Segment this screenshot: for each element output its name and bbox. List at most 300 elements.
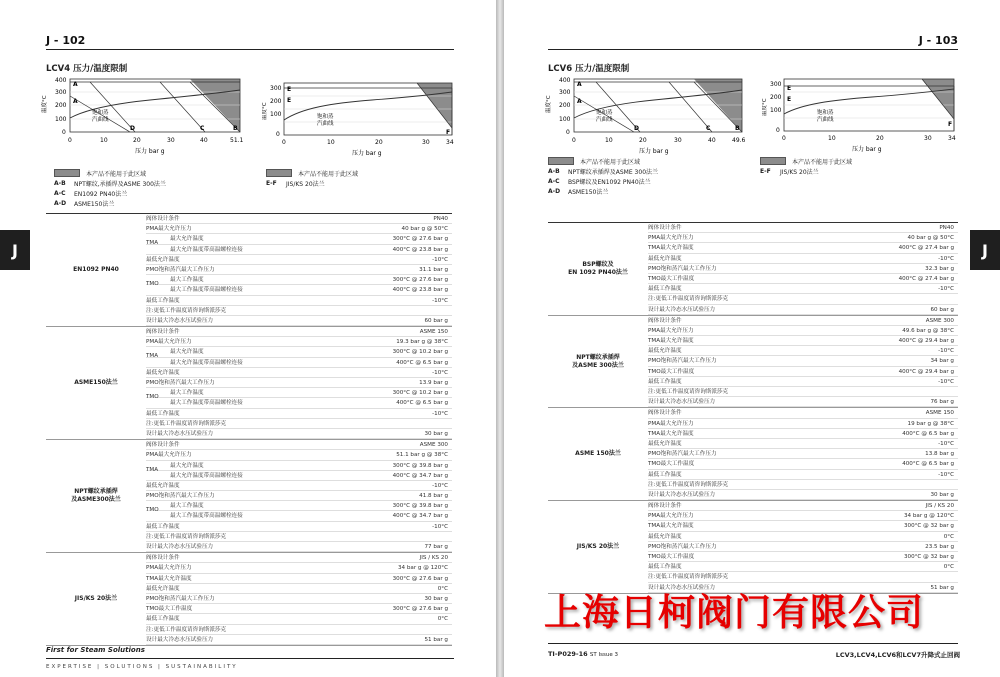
spec-value: 0°C: [943, 533, 954, 540]
spec-label: 阀体设计条件: [146, 216, 180, 222]
spec-row: [146, 316, 452, 326]
spec-label: TMO最大工作温度: [146, 606, 193, 613]
spec-value: 40 bar g @ 50°C: [907, 235, 954, 242]
spec-value: 76 bar g: [930, 399, 954, 406]
spec-row: [146, 635, 452, 645]
legend-text: NPT螺纹,承插焊及ASME 300法兰: [74, 180, 166, 188]
spec-value: -10°C: [938, 348, 954, 355]
spine: [496, 0, 504, 677]
spec-label: 阀体设计条件: [146, 442, 180, 449]
spec-label: 最大工作温度带高温螺栓连接: [170, 513, 243, 520]
spec-value: 51 bar g: [930, 584, 954, 591]
spec-label: 注:更低工作温度请咨询斯派莎克: [146, 533, 227, 540]
spec-group: [46, 327, 452, 440]
marker: C: [706, 125, 711, 132]
x-tick: 10: [327, 139, 335, 146]
spec-row: [146, 409, 452, 419]
spec-row: [146, 275, 452, 288]
header-rule: [46, 49, 454, 50]
spec-label: 最低允许温度: [648, 255, 682, 262]
spec-value: ASME 150: [925, 410, 954, 417]
spec-label: PMO饱和蒸汽最大工作压力: [146, 380, 215, 386]
spec-group-name: ASME150法兰: [74, 379, 118, 387]
marker: A: [73, 98, 78, 105]
spec-value: 400°C @ 23.8 bar g: [392, 287, 448, 294]
spec-row: [146, 584, 452, 594]
spec-row: [146, 419, 452, 429]
spec-value: 13.8 bar g: [925, 451, 954, 458]
spec-group: [548, 223, 958, 316]
section-title: LCV4 压力/温度限制: [46, 64, 128, 74]
marker: A: [73, 81, 78, 88]
spec-value: 30 bar g: [930, 491, 954, 498]
spec-category: TMO: [146, 281, 159, 288]
spec-label: 最低允许温度: [648, 440, 682, 447]
spec-row: [146, 450, 452, 460]
spec-value: 0°C: [943, 564, 954, 571]
spec-label: 阀体设计条件: [648, 317, 682, 324]
curve-label: 汽曲线: [596, 117, 613, 123]
spec-label: 最低允许温度: [146, 369, 180, 376]
spec-row: [146, 471, 452, 481]
spec-label: 阀体设计条件: [648, 225, 682, 231]
spec-value: 400°C @ 23.8 bar g: [392, 246, 448, 253]
x-tick: 20: [375, 139, 383, 146]
spec-label: 最低允许温度: [146, 482, 180, 489]
chart-lcv4-a: [40, 74, 250, 160]
spec-row: [648, 356, 958, 366]
y-tick: 200: [55, 102, 67, 109]
spec-label: 注:更低工作温度请咨询斯派莎克: [146, 420, 227, 427]
legend-key: E-F: [266, 179, 277, 187]
spec-label: 设计最大冷态水压试验压力: [146, 544, 214, 550]
x-tick: 10: [605, 137, 613, 144]
spec-label: 最大允许温度带高温螺栓连接: [170, 359, 243, 366]
spec-label: 最低工作温度: [648, 378, 682, 385]
spec-value: -10°C: [938, 378, 954, 385]
spec-value: 13.9 bar g: [419, 380, 448, 386]
spec-value: 300°C @ 27.6 bar g: [392, 236, 448, 243]
spec-label: 阀体设计条件: [146, 329, 180, 336]
spec-value: 300°C @ 39.8 bar g: [392, 462, 448, 469]
spec-group: [548, 316, 958, 409]
spec-label: 注:更低工作温度请咨询斯派莎克: [146, 307, 227, 314]
y-tick: 0: [276, 131, 280, 138]
spec-value: 30 bar g: [424, 430, 448, 437]
spec-value: 400°C @ 6.5 bar g: [396, 359, 448, 366]
spec-value: PN40: [939, 225, 954, 231]
y-tick: 200: [270, 98, 282, 105]
spec-value: 400°C @ 27.4 bar g: [898, 245, 954, 252]
spec-row: [648, 562, 958, 572]
spec-label: 最大允许温度: [170, 462, 204, 469]
marker: E: [287, 97, 292, 104]
spec-label: TMA最大允许温度: [648, 338, 694, 345]
spec-row: [146, 265, 452, 275]
spec-row: [648, 408, 958, 418]
spec-row: [146, 358, 452, 368]
side-tab: J: [0, 230, 30, 270]
spec-label: PMA最大允许压力: [648, 327, 694, 334]
spec-category: TMA: [146, 466, 159, 473]
spec-value: -10°C: [938, 440, 954, 447]
spec-value: 400°C @ 34.7 bar g: [392, 472, 448, 479]
curve-label: 饱和蒸: [92, 110, 109, 116]
legend-key: A-D: [548, 187, 561, 195]
y-tick: 100: [770, 107, 782, 114]
page-number: J - 102: [46, 34, 86, 47]
legend-text: JIS/KS 20法兰: [780, 168, 819, 176]
spec-label: 最低允许温度: [648, 533, 682, 540]
curve-label: 汽曲线: [817, 117, 834, 123]
legend: [54, 168, 166, 208]
spec-value: 400°C @ 6.5 bar g: [902, 461, 954, 468]
spec-row: [146, 296, 452, 306]
legend-ef: [760, 156, 852, 176]
legend-key: A-C: [54, 189, 66, 197]
spec-label: 最大工作温度带高温螺栓连接: [170, 400, 243, 407]
spec-row: [146, 563, 452, 573]
x-tick: 10: [100, 137, 108, 144]
spec-value: -10°C: [432, 482, 448, 489]
spec-label: PMA最大允许压力: [648, 235, 694, 242]
y-tick: 200: [770, 94, 782, 101]
spec-row: [146, 625, 452, 635]
spec-row: [648, 501, 958, 511]
footer-sub: EXPERTISE | SOLUTIONS | SUSTAINABILITY: [46, 664, 238, 670]
spec-value: 400°C @ 27.4 bar g: [898, 275, 954, 282]
spec-group-name: ASME 150法兰: [575, 450, 621, 458]
marker: B: [735, 125, 740, 132]
x-tick: 40: [708, 137, 716, 144]
spec-label: TMA最大允许温度: [648, 523, 694, 530]
spec-value: 300°C @ 10.2 bar g: [392, 349, 448, 356]
spec-row: [648, 542, 958, 552]
x-axis-label: 压力 bar g: [852, 146, 882, 153]
spec-label: 阀体设计条件: [648, 503, 682, 510]
spec-label: 最低允许温度: [146, 585, 180, 592]
legend-text: 本产品不能用于此区域: [86, 170, 147, 178]
spec-label: PMO饱和蒸汽最大工作压力: [648, 543, 717, 550]
spec-label: 注:更低工作温度请咨询斯派莎克: [146, 626, 227, 633]
right-page: [504, 0, 1000, 677]
marker: F: [948, 121, 953, 128]
legend-text: ASME150法兰: [568, 188, 609, 196]
header-rule: [548, 49, 958, 50]
spec-label: PMA最大允许压力: [648, 513, 694, 520]
x-axis-label: 压力 bar g: [639, 148, 669, 155]
spec-label: PMA最大允许压力: [146, 452, 192, 459]
spec-row: [648, 223, 958, 233]
spec-label: 最低工作温度: [648, 471, 682, 478]
spec-label: 最大工作温度: [170, 390, 204, 397]
spec-label: PMO饱和蒸汽最大工作压力: [648, 265, 717, 272]
spec-group-name: NPT螺纹承插焊 及ASME 300法兰: [572, 353, 624, 369]
y-tick: 400: [55, 77, 67, 84]
spec-value: ASME 150: [419, 329, 448, 336]
specs-table: [548, 222, 958, 594]
spec-label: TMA最大允许温度: [146, 575, 192, 582]
spec-row: [648, 470, 958, 480]
spec-value: JIS / KS 20: [925, 503, 954, 510]
spec-label: TMA最大允许温度: [648, 245, 694, 252]
spec-group: [548, 408, 958, 501]
spec-row: [648, 326, 958, 336]
y-tick: 0: [566, 129, 570, 136]
spec-row: [146, 542, 452, 552]
y-tick: 0: [776, 127, 780, 134]
spec-label: PMA最大允许压力: [146, 226, 192, 233]
spec-label: 设计最大冷态水压试验压力: [648, 491, 716, 498]
legend-text: ASME150法兰: [74, 200, 115, 208]
curve-label: 饱和蒸: [596, 110, 613, 116]
spec-label: 最低工作温度: [146, 616, 180, 623]
x-tick: 34: [948, 135, 956, 142]
shaded-swatch: [548, 157, 574, 165]
spec-value: -10°C: [938, 255, 954, 262]
spec-value: 300°C @ 10.2 bar g: [392, 390, 448, 397]
legend-key: E-F: [760, 167, 771, 175]
x-tick: 34: [446, 139, 454, 146]
spec-group-name: JIS/KS 20法兰: [576, 542, 620, 550]
footer-tagline: First for Steam Solutions: [46, 646, 145, 654]
spec-row: [648, 449, 958, 459]
spec-group-name: JIS/KS 20法兰: [74, 595, 118, 603]
y-tick: 0: [62, 129, 66, 136]
specs-table: [46, 213, 452, 646]
y-tick: 200: [559, 102, 571, 109]
legend-text: NPT螺纹承插焊及ASME 300法兰: [568, 168, 659, 176]
spec-label: TMO最大工作温度: [648, 368, 695, 375]
spec-group-name: EN1092 PN40: [73, 266, 119, 274]
spec-label: 最大工作温度: [170, 277, 204, 284]
spec-row: [146, 347, 452, 360]
spec-row: [648, 552, 958, 562]
spec-value: 34 bar g @ 120°C: [903, 513, 954, 520]
company-watermark: 上海日柯阀门有限公司: [544, 591, 924, 634]
spec-row: [648, 521, 958, 531]
spec-category: TMA: [146, 353, 159, 360]
x-tick: 51.1: [230, 137, 244, 144]
legend-key: A-C: [548, 177, 560, 185]
spec-group-name: NPT螺纹承插焊 及ASME300法兰: [71, 488, 121, 504]
spec-label: TMO最大工作温度: [648, 554, 695, 560]
spec-label: TMO最大工作温度: [648, 275, 695, 282]
spec-row: [648, 459, 958, 469]
spec-value: -10°C: [432, 410, 448, 417]
chart-lcv6-b: [762, 74, 962, 156]
marker: D: [634, 125, 639, 132]
y-tick: 300: [559, 89, 571, 96]
y-tick: 300: [270, 85, 282, 92]
spec-label: 最低工作温度: [146, 523, 180, 530]
spec-value: 19.3 bar g @ 38°C: [396, 339, 448, 346]
spec-value: 300°C @ 27.6 bar g: [392, 277, 448, 284]
y-tick: 300: [55, 89, 67, 96]
spec-label: PMO饱和蒸汽最大工作压力: [146, 595, 215, 602]
curve-label: 饱和蒸: [317, 114, 334, 120]
y-axis-label: 温度°C: [546, 95, 552, 113]
spec-row: [146, 398, 452, 408]
spec-label: PMO饱和蒸汽最大工作压力: [146, 493, 215, 500]
spec-label: 注:更低工作温度请咨询斯派莎克: [648, 389, 729, 395]
spec-row: [648, 532, 958, 542]
spec-value: 51.1 bar g @ 38°C: [396, 452, 448, 459]
spec-value: -10°C: [432, 256, 448, 263]
spec-label: PMA最大允许压力: [648, 420, 694, 427]
spec-value: 60 bar g: [930, 306, 954, 313]
spec-label: 注:更低工作温度请咨询斯派莎克: [648, 296, 729, 303]
x-tick: 10: [828, 135, 836, 142]
spec-row: [146, 285, 452, 295]
spec-label: 最大允许温度: [170, 349, 204, 356]
spec-row: [146, 553, 452, 563]
x-tick: 0: [782, 135, 786, 142]
spec-row: [648, 397, 958, 407]
x-tick: 49.6: [732, 137, 746, 144]
spec-label: 阀体设计条件: [146, 555, 180, 562]
spec-group: [46, 553, 452, 646]
y-axis-label: 温度°C: [262, 102, 268, 120]
spec-row: [146, 306, 452, 316]
spec-group-name: BSP螺纹及 EN 1092 PN40法兰: [568, 260, 628, 276]
page-number: J - 103: [918, 34, 958, 47]
spec-value: 400°C @ 29.4 bar g: [898, 338, 954, 345]
spec-row: [648, 490, 958, 500]
spec-row: [648, 284, 958, 294]
spec-value: 300°C @ 27.6 bar g: [392, 575, 448, 582]
spec-label: TMA最大允许温度: [648, 430, 694, 437]
curve-label: 饱和蒸: [817, 110, 834, 116]
x-tick: 0: [68, 137, 72, 144]
spec-group: [46, 214, 452, 327]
spec-row: [648, 336, 958, 346]
spec-label: 注:更低工作温度请咨询斯派莎克: [648, 574, 729, 581]
spec-group: [46, 440, 452, 553]
spec-row: [146, 511, 452, 521]
spec-row: [146, 440, 452, 450]
marker: A: [577, 81, 582, 88]
spec-row: [648, 511, 958, 521]
spec-value: 41.8 bar g: [419, 493, 448, 500]
spec-label: 最大工作温度带高温螺栓连接: [170, 287, 243, 294]
footer-code: [548, 650, 618, 658]
spec-value: -10°C: [432, 523, 448, 530]
spec-row: [146, 368, 452, 378]
spec-row: [146, 224, 452, 234]
spec-label: 最低允许温度: [648, 348, 682, 355]
spec-value: 400°C @ 6.5 bar g: [902, 430, 954, 437]
y-axis-label: 温度°C: [42, 95, 48, 113]
spec-row: [146, 594, 452, 604]
spec-value: 34 bar g: [930, 358, 954, 365]
spec-value: ASME 300: [419, 442, 448, 449]
side-tab: J: [970, 230, 1000, 270]
spec-row: [648, 439, 958, 449]
spec-row: [146, 614, 452, 624]
spec-value: 0°C: [437, 585, 448, 592]
spec-row: [146, 491, 452, 501]
spec-value: ASME 300: [925, 317, 954, 324]
spec-value: 300°C @ 32 bar g: [903, 523, 954, 530]
marker: C: [200, 125, 205, 132]
spec-value: 30 bar g: [424, 595, 448, 602]
spec-category: TMO: [146, 507, 159, 514]
legend-text: EN1092 PN40法兰: [74, 190, 128, 198]
spec-value: 300°C @ 32 bar g: [903, 554, 954, 560]
x-tick: 0: [572, 137, 576, 144]
x-axis-label: 压力 bar g: [135, 148, 165, 155]
spec-label: 设计最大冷态水压试验压力: [648, 306, 716, 313]
x-axis-label: 压力 bar g: [352, 150, 382, 157]
spec-row: [146, 378, 452, 388]
spec-row: [648, 305, 958, 315]
spec-value: PN40: [433, 216, 448, 222]
spec-value: 23.5 bar g: [925, 543, 954, 550]
spec-label: 最低工作温度: [648, 564, 682, 571]
shaded-swatch: [760, 157, 786, 165]
spec-row: [648, 346, 958, 356]
marker: E: [787, 96, 792, 103]
chart-lcv4-b: [262, 78, 462, 160]
legend-text: 本产品不能用于此区域: [792, 158, 853, 166]
spec-row: [648, 367, 958, 377]
spec-row: [146, 214, 452, 224]
spec-value: 300°C @ 39.8 bar g: [392, 503, 448, 510]
legend-key: A-D: [54, 199, 67, 207]
spec-label: 最大工作温度: [170, 503, 204, 510]
x-tick: 20: [639, 137, 647, 144]
spec-value: 34 bar g @ 120°C: [397, 565, 448, 572]
spec-label: 最低允许温度: [146, 256, 180, 263]
spec-label: PMA最大允许压力: [146, 565, 192, 572]
marker: E: [287, 86, 292, 93]
spec-row: [146, 532, 452, 542]
spec-row: [146, 574, 452, 584]
spec-value: 0°C: [437, 616, 448, 623]
x-tick: 20: [133, 137, 141, 144]
spec-label: PMO饱和蒸汽最大工作压力: [648, 451, 717, 458]
spec-label: 注:更低工作温度请咨询斯派莎克: [648, 481, 729, 488]
spec-row: [648, 387, 958, 397]
marker: F: [446, 129, 451, 136]
curve-label: 汽曲线: [317, 121, 334, 127]
footer-title: LCV3,LCV4,LCV6和LCV7升降式止回阀: [835, 651, 960, 659]
y-axis-label: 温度°C: [762, 98, 768, 116]
y-tick: 300: [770, 81, 782, 88]
spec-row: [146, 234, 452, 247]
spec-row: [146, 429, 452, 439]
spec-row: [146, 245, 452, 255]
spec-label: 最大允许温度带高温螺栓连接: [170, 246, 243, 253]
legend: [548, 156, 658, 196]
spec-label: 设计最大冷态水压试验压力: [146, 430, 214, 437]
spec-row: [146, 337, 452, 347]
x-tick: 0: [282, 139, 286, 146]
spec-label: PMO饱和蒸汽最大工作压力: [146, 266, 215, 273]
spec-value: 400°C @ 29.4 bar g: [898, 368, 954, 375]
spec-label: 设计最大冷态水压试验压力: [146, 636, 214, 643]
spec-row: [648, 377, 958, 387]
spec-row: [648, 419, 958, 429]
legend-key: A-B: [54, 179, 66, 187]
spec-row: [648, 243, 958, 253]
spec-row: [648, 294, 958, 304]
spec-value: 32.3 bar g: [925, 265, 954, 272]
doc-code: TI-P029-16: [548, 650, 588, 658]
spec-row: [146, 501, 452, 514]
spec-row: [648, 274, 958, 284]
